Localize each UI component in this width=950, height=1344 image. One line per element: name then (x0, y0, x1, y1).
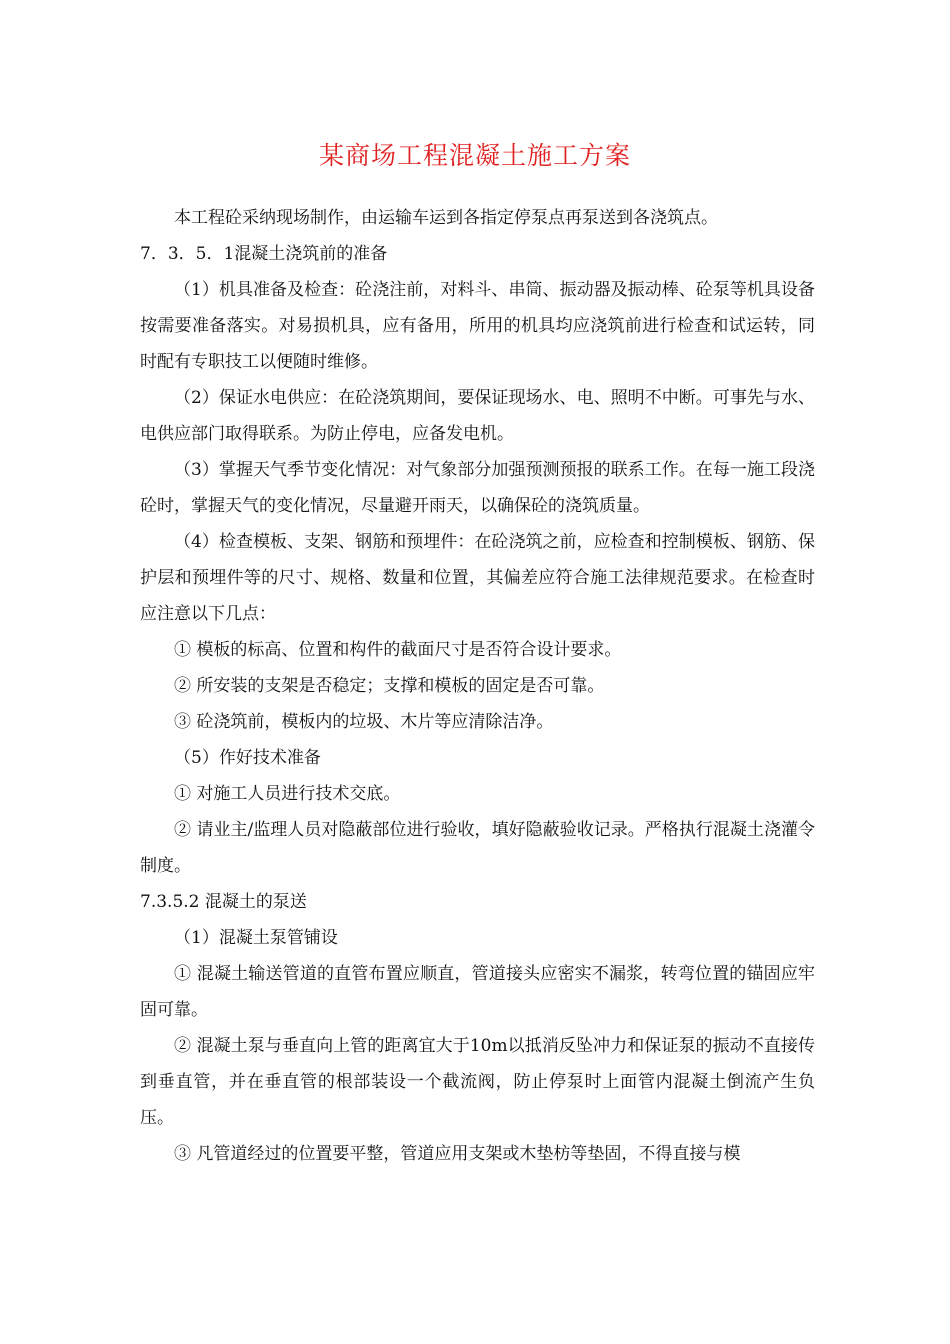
list-item: ① 对施工人员进行技术交底。 (174, 784, 401, 804)
list-item: ① 混凝土输送管道的直管布置应顺直，管道接头应密实不漏浆，转弯位置的锚固应牢固可靠。 (140, 964, 815, 1020)
paragraph: （2）保证水电供应：在砼浇筑期间，要保证现场水、电、照明不中断。可事先与水、电供应部门取得联系。为防止停电，应备发电机。 (140, 388, 815, 444)
list-item: ② 混凝土泵与垂直向上管的距离宜大于10m以抵消反坠冲力和保证泵的振动不直接传到垂直管，并在垂直管的根部装设一个截流阀，防止停泵时上面管内混凝土倒流产生负压。 (140, 1036, 815, 1128)
list-item: ② 所安装的支架是否稳定；支撑和模板的固定是否可靠。 (174, 676, 605, 696)
paragraph: 本工程砼采纳现场制作，由运输车运到各指定停泵点再泵送到各浇筑点。 (174, 208, 718, 228)
section-heading: 7．3．5．1混凝土浇筑前的准备 (140, 244, 388, 264)
paragraph: （1）机具准备及检查：砼浇注前，对料斗、串筒、振动器及振动棒、砼泵等机具设备按需要准备落实。对易损机具，应有备用，所用的机具均应浇筑前进行检查和试运转，同时配有专职技工以便随时维修。 (140, 280, 815, 372)
document-title: 某商场工程混凝土施工方案 (318, 141, 631, 170)
list-item: ② 请业主/监理人员对隐蔽部位进行验收，填好隐蔽验收记录。严格执行混凝土浇灌令制度。 (140, 820, 815, 876)
paragraph: （3）掌握天气季节变化情况：对气象部分加强预测预报的联系工作。在每一施工段浇砼时，掌握天气的变化情况，尽量避开雨天，以确保砼的浇筑质量。 (140, 460, 815, 516)
list-item: ③ 凡管道经过的位置要平整，管道应用支架或木垫枋等垫固，不得直接与模 (174, 1144, 741, 1164)
paragraph: （5）作好技术准备 (174, 748, 321, 768)
section-heading: 7.3.5.2 混凝土的泵送 (140, 892, 307, 912)
paragraph: （1）混凝土泵管铺设 (174, 928, 338, 948)
paragraph: （4）检查模板、支架、钢筋和预埋件：在砼浇筑之前，应检查和控制模板、钢筋、保护层和预埋件等的尺寸、规格、数量和位置，其偏差应符合施工法律规范要求。在检查时应注意以下几点： (140, 532, 815, 624)
document-body (140, 200, 815, 1172)
list-item: ③ 砼浇筑前，模板内的垃圾、木片等应清除洁净。 (174, 712, 554, 732)
list-item: ① 模板的标高、位置和构件的截面尺寸是否符合设计要求。 (174, 640, 622, 660)
